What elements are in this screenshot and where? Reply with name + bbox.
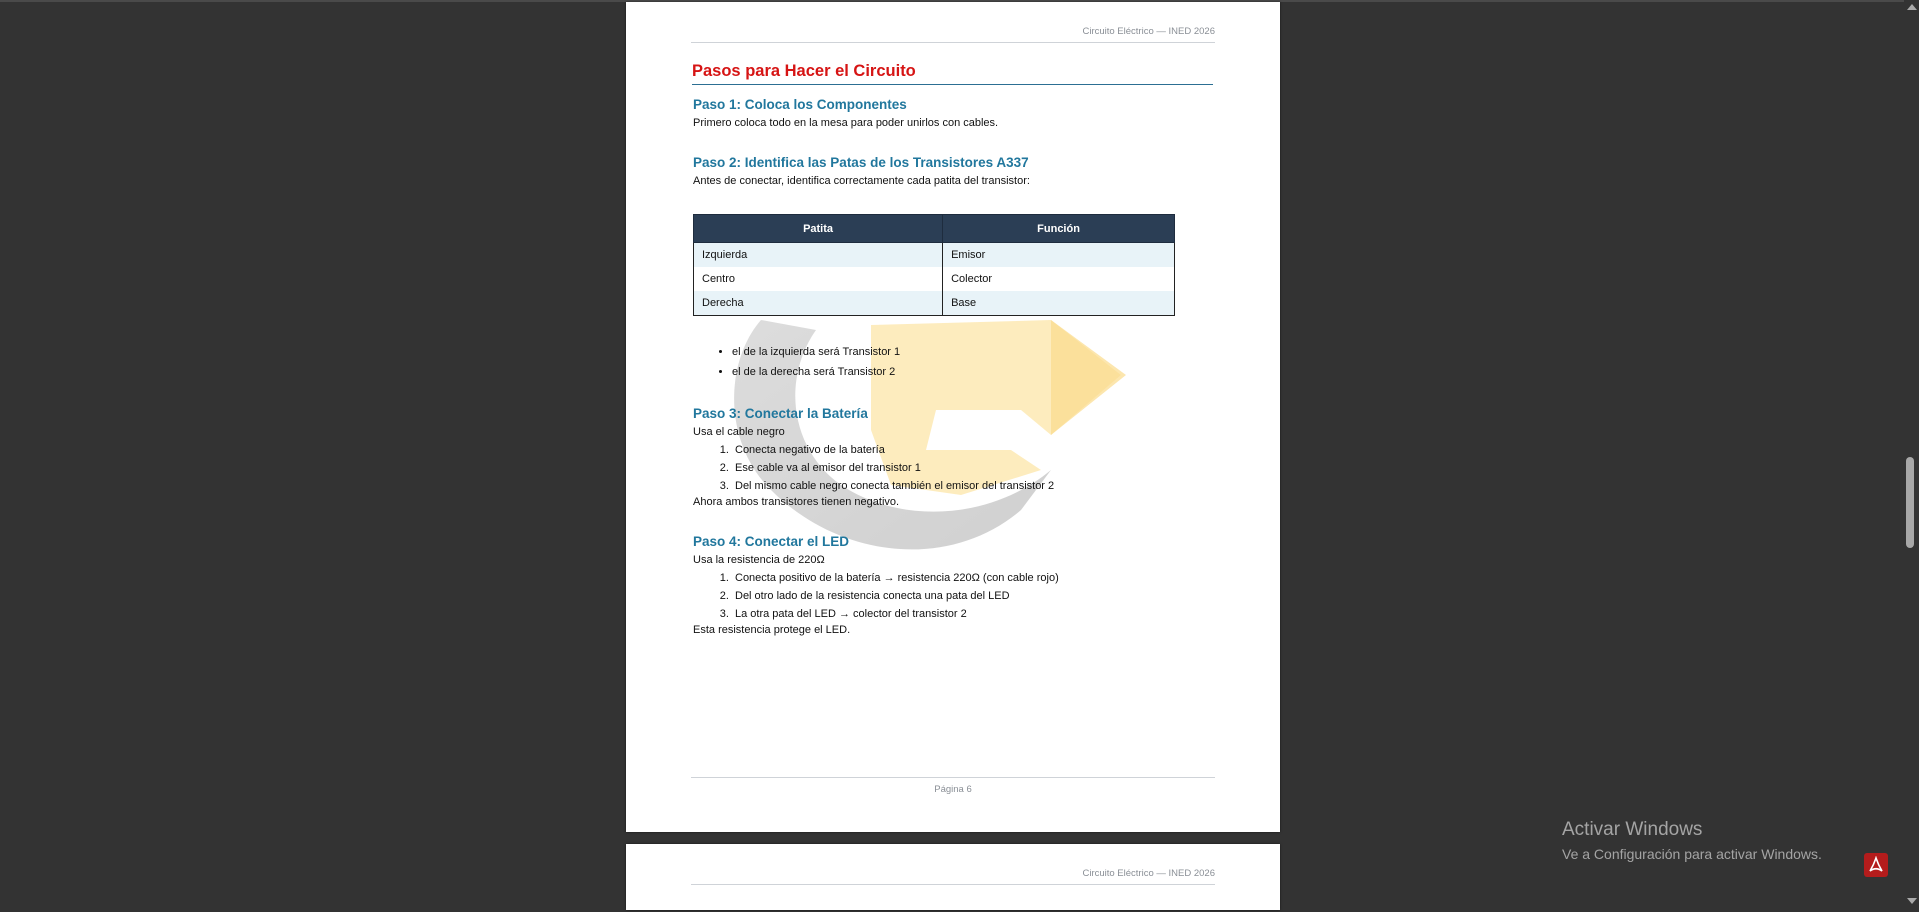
- running-header: Circuito Eléctrico — INED 2026: [691, 868, 1215, 885]
- activation-subtitle: Ve a Configuración para activar Windows.: [1562, 846, 1822, 862]
- list-item: 3. La otra pata del LED → colector del transistor 2: [732, 605, 1213, 623]
- table-cell: Colector: [943, 267, 1175, 291]
- table-cell: Centro: [694, 267, 943, 291]
- vertical-scrollbar[interactable]: [1904, 0, 1919, 912]
- activation-title: Activar Windows: [1562, 819, 1703, 840]
- scroll-down-arrow-icon[interactable]: [1907, 898, 1917, 904]
- table-header-funcion: Función: [943, 215, 1175, 243]
- table-cell: Base: [943, 291, 1175, 316]
- scrollbar-thumb[interactable]: [1906, 457, 1914, 548]
- step-3-intro: Usa el cable negro: [693, 426, 785, 438]
- running-header: Circuito Eléctrico — INED 2026: [691, 26, 1215, 43]
- windows-activation-watermark: [1562, 818, 1822, 864]
- table-cell: Derecha: [694, 291, 943, 316]
- table-row: [694, 291, 1175, 316]
- step-3-title: Paso 3: Conectar la Batería: [693, 406, 868, 421]
- list-item: 2. Del otro lado de la resistencia conecta una pata del LED: [732, 587, 1213, 605]
- list-item: 2. Ese cable va al emisor del transistor 1: [732, 459, 1213, 477]
- step-4-title: Paso 4: Conectar el LED: [693, 534, 850, 549]
- step-4-intro: Usa la resistencia de 220Ω: [693, 554, 825, 566]
- table-cell: Emisor: [943, 243, 1175, 268]
- transistor-bullet-list: [693, 342, 1213, 382]
- table-row: [694, 243, 1175, 268]
- scroll-up-arrow-icon[interactable]: [1907, 4, 1917, 10]
- step-1-title: Paso 1: Coloca los Componentes: [693, 97, 907, 112]
- pdf-page-7: [626, 844, 1280, 910]
- page-footer: Página 6: [691, 777, 1215, 795]
- step-4-outro: Esta resistencia protege el LED.: [693, 624, 851, 636]
- list-item: • el de la izquierda será Transistor 1: [732, 342, 1213, 362]
- list-item: 1. Conecta positivo de la batería → resistencia 220Ω (con cable rojo): [732, 569, 1213, 587]
- list-item: 1. Conecta negativo de la batería: [732, 441, 1213, 459]
- table-cell: Izquierda: [694, 243, 943, 268]
- list-item: 3. Del mismo cable negro conecta también el emisor del transistor 2: [732, 477, 1213, 495]
- step-3-list: [693, 441, 1213, 495]
- section-title: Pasos para Hacer el Circuito: [692, 62, 1213, 85]
- step-2-text: Antes de conectar, identifica correctamente cada patita del transistor:: [693, 175, 1030, 187]
- adobe-pdf-icon[interactable]: [1864, 853, 1888, 877]
- step-4-list: [693, 569, 1213, 623]
- table-header-patita: Patita: [694, 215, 943, 243]
- page-content: [693, 62, 1213, 638]
- table-row: [694, 267, 1175, 291]
- pdf-glyph-icon: [1867, 856, 1885, 874]
- step-1-text: Primero coloca todo en la mesa para poder unirlos con cables.: [693, 117, 999, 129]
- step-3-outro: Ahora ambos transistores tienen negativo.: [693, 496, 900, 508]
- step-2-title: Paso 2: Identifica las Patas de los Transistores A337: [693, 155, 1029, 170]
- list-item: • el de la derecha será Transistor 2: [732, 362, 1213, 382]
- pin-table: [693, 214, 1175, 316]
- pdf-page-6: [626, 2, 1280, 832]
